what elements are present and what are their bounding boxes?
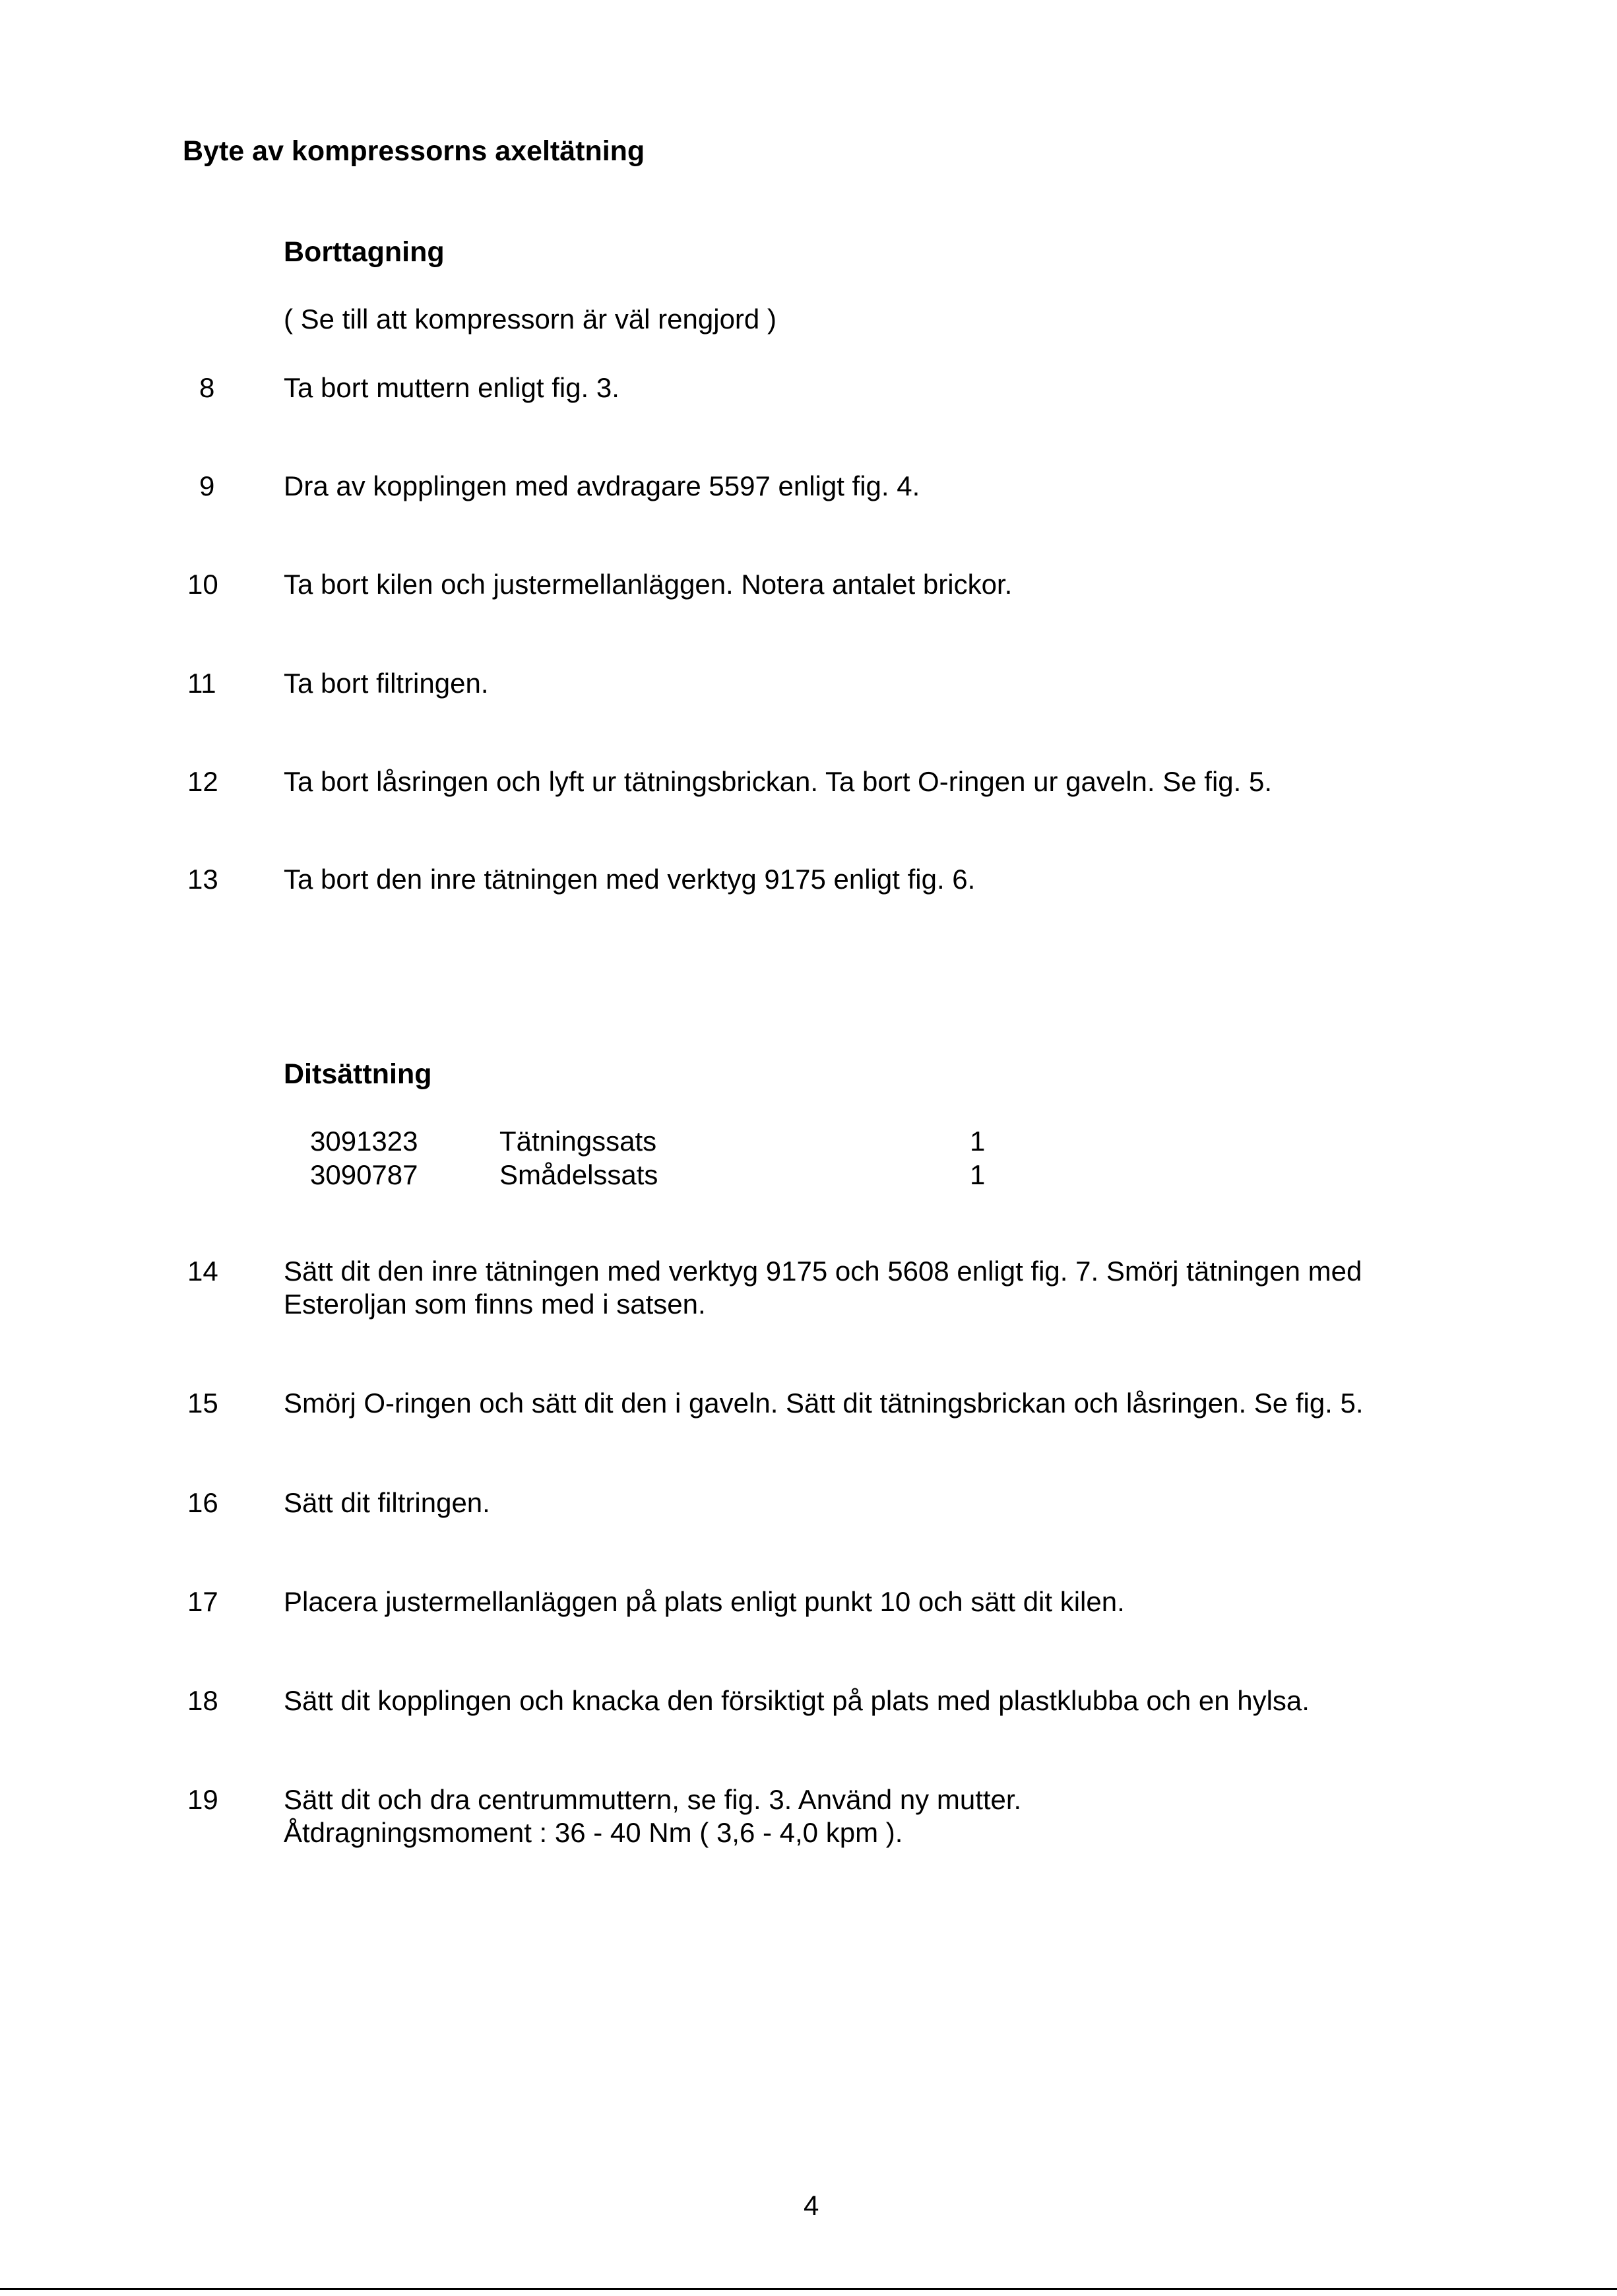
step-text-line: Åtdragningsmoment : 36 - 40 Nm ( 3,6 - 4,0 kpm ).: [284, 1817, 903, 1848]
bottom-rule: [0, 2288, 1617, 2290]
step-text: Ta bort den inre tätningen med verktyg 9175 enligt fig. 6.: [284, 864, 976, 895]
step-text: Ta bort kilen och justermellanläggen. Notera antalet brickor.: [284, 569, 1013, 600]
part-number: 3091323: [310, 1126, 418, 1157]
step-text-line: Smörj O-ringen och sätt dit den i gaveln. Sätt dit tätningsbrickan och låsringen. Se fig. 5.: [284, 1387, 1364, 1419]
step-number: 19: [187, 1784, 218, 1815]
step-text-line: Sätt dit kopplingen och knacka den försiktigt på plats med plastklubba och en hylsa.: [284, 1685, 1310, 1716]
step-text: Ta bort muttern enligt fig. 3.: [284, 372, 619, 403]
removal-heading: Borttagning: [284, 236, 445, 268]
step-number: 8: [199, 372, 215, 403]
part-name: Tätningssats: [499, 1126, 657, 1157]
step-text-line: Sätt dit den inre tätningen med verktyg 9175 och 5608 enligt fig. 7. Smörj tätningen med: [284, 1256, 1362, 1287]
part-number: 3090787: [310, 1159, 418, 1190]
part-name: Smådelssats: [499, 1159, 658, 1190]
document-title: Byte av kompressorns axeltätning: [183, 135, 645, 167]
step-number: 17: [187, 1586, 218, 1617]
step-number: 16: [187, 1487, 218, 1518]
step-number: 13: [187, 864, 218, 895]
step-number: 18: [187, 1685, 218, 1716]
step-text-line: Placera justermellanläggen på plats enligt punkt 10 och sätt dit kilen.: [284, 1586, 1125, 1617]
step-number: 12: [187, 766, 218, 797]
step-text: Ta bort låsringen och lyft ur tätningsbrickan. Ta bort O-ringen ur gaveln. Se fig. 5.: [284, 766, 1273, 797]
step-text: Ta bort filtringen.: [284, 668, 489, 699]
step-text-line: Esteroljan som finns med i satsen.: [284, 1289, 706, 1320]
page-number: 4: [804, 2190, 819, 2221]
step-number: 11: [187, 668, 216, 699]
step-number: 9: [199, 470, 215, 501]
part-quantity: 1: [970, 1126, 986, 1157]
step-text-line: Sätt dit och dra centrummuttern, se fig. 3. Använd ny mutter.: [284, 1784, 1022, 1815]
removal-note: ( Se till att kompressorn är väl rengjord ): [284, 303, 777, 335]
step-text: Dra av kopplingen med avdragare 5597 enligt fig. 4.: [284, 470, 920, 501]
step-number: 10: [187, 569, 218, 600]
part-quantity: 1: [970, 1159, 986, 1190]
step-text-line: Sätt dit filtringen.: [284, 1487, 490, 1518]
step-number: 15: [187, 1387, 218, 1419]
installation-heading: Ditsättning: [284, 1058, 432, 1090]
step-number: 14: [187, 1256, 218, 1287]
